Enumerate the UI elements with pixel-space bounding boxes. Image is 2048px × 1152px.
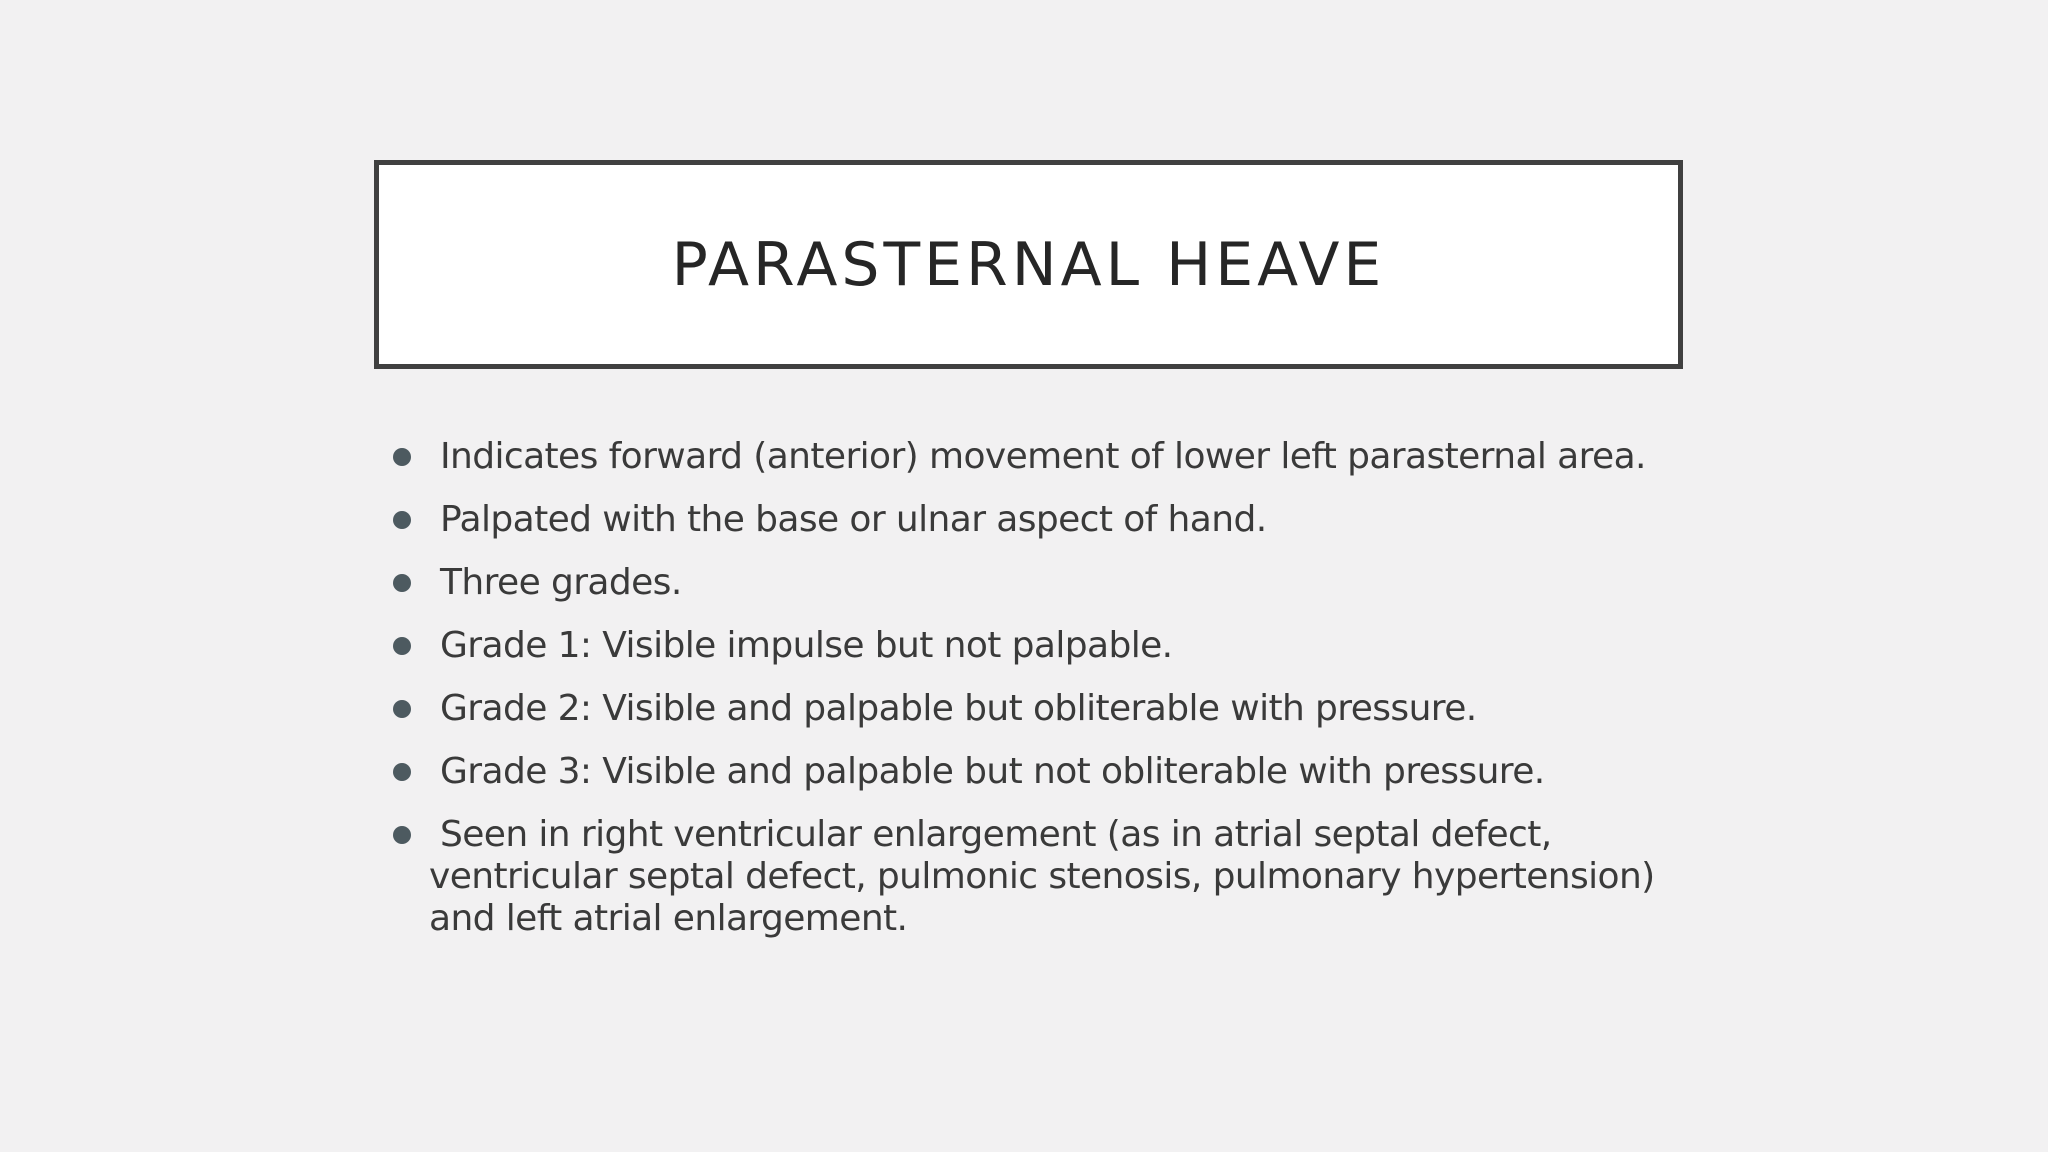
bullet-item bbox=[390, 751, 1680, 793]
bullet-text: Seen in right ventricular enlargement (as in atrial septal defect, ventricular septal defect, pulmonic stenosis, pulmonary hypertension) and left atrial enlargement. bbox=[429, 814, 1655, 939]
bullet-dot-icon bbox=[393, 826, 411, 844]
bullet-item bbox=[390, 499, 1680, 541]
title-box bbox=[374, 160, 1683, 369]
bullet-text: Grade 3: Visible and palpable but not obliterable with pressure. bbox=[440, 751, 1545, 792]
bullet-dot-icon bbox=[393, 637, 411, 655]
bullet-item bbox=[390, 562, 1680, 604]
slide-title: PARASTERNAL HEAVE bbox=[671, 229, 1386, 300]
bullet-item bbox=[390, 436, 1680, 478]
bullet-text: Palpated with the base or ulnar aspect of hand. bbox=[440, 499, 1267, 540]
bullet-text: Grade 1: Visible impulse but not palpable. bbox=[440, 625, 1173, 666]
bullet-dot-icon bbox=[393, 511, 411, 529]
bullet-dot-icon bbox=[393, 700, 411, 718]
bullet-dot-icon bbox=[393, 574, 411, 592]
bullet-item bbox=[390, 814, 1680, 940]
bullet-item bbox=[390, 688, 1680, 730]
bullet-dot-icon bbox=[393, 448, 411, 466]
bullet-dot-icon bbox=[393, 763, 411, 781]
bullet-text: Three grades. bbox=[440, 562, 682, 603]
bullet-text: Indicates forward (anterior) movement of lower left parasternal area. bbox=[440, 436, 1646, 477]
bullet-list bbox=[390, 436, 1680, 961]
bullet-item bbox=[390, 625, 1680, 667]
bullet-text: Grade 2: Visible and palpable but obliterable with pressure. bbox=[440, 688, 1477, 729]
